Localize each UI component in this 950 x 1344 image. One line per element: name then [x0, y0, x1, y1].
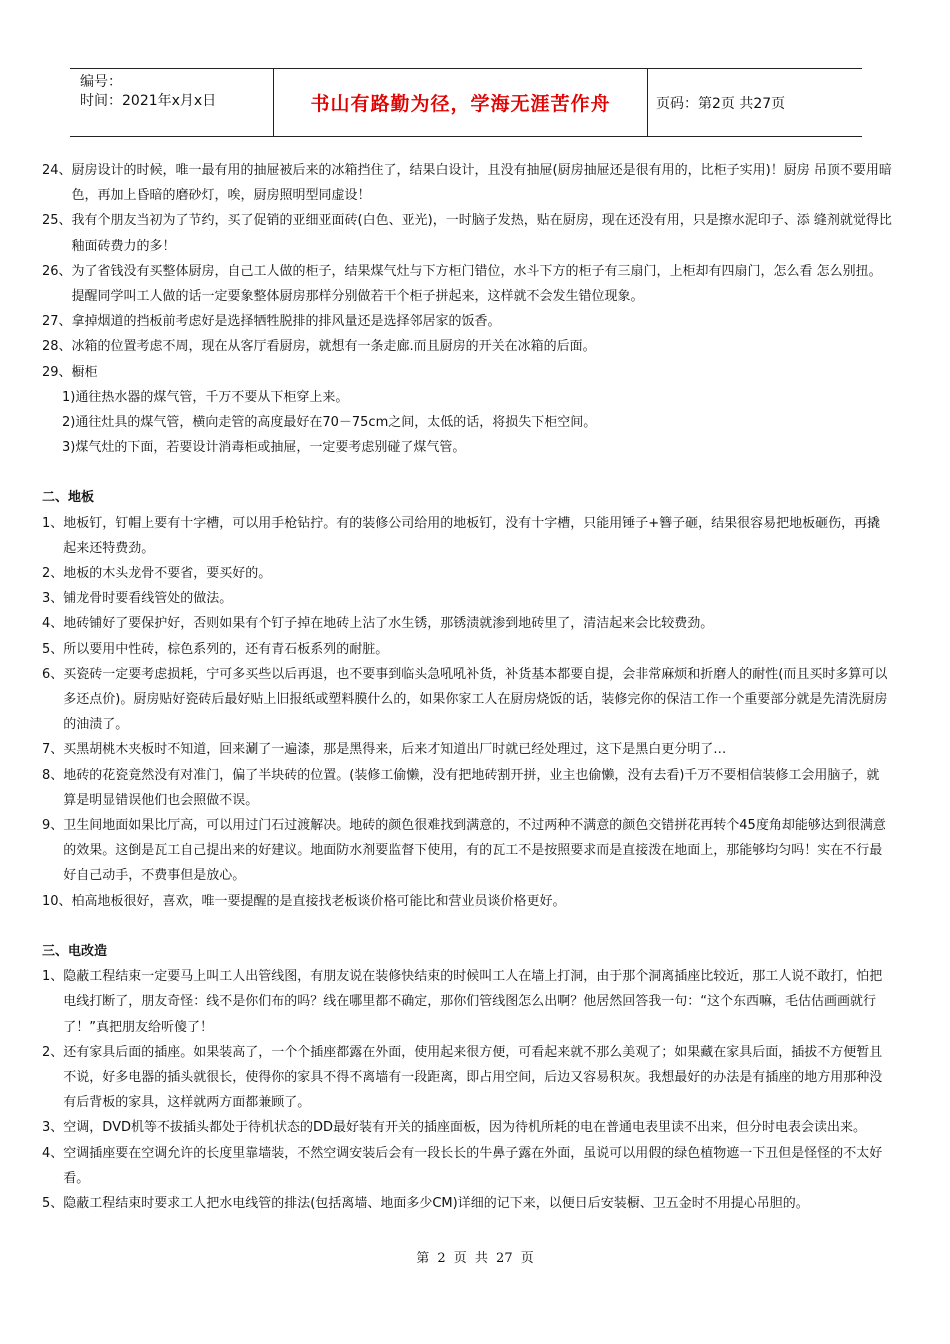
header-motto: 书山有路勤为径，学海无涯苦作舟 [273, 69, 648, 136]
item-number: 6、 [42, 666, 64, 682]
item-text: 铺龙骨时要看线管处的做法。 [63, 591, 233, 607]
item-number: 29、 [42, 364, 72, 380]
list-item [42, 586, 892, 611]
header-left [70, 69, 273, 136]
item-text: 所以要用中性砖，棕色系列的，还有青石板系列的耐脏。 [63, 641, 389, 657]
list-item [42, 561, 892, 586]
list-item [42, 360, 892, 385]
item-number: 5、 [42, 1195, 64, 1211]
item-number: 24、 [42, 163, 72, 178]
item-text: 柏高地板很好，喜欢，唯一要提醒的是直接找老板谈价格可能比和营业员谈价格更好。 [71, 893, 566, 909]
item-number: 9、 [42, 818, 64, 834]
item-number: 1、 [42, 515, 64, 531]
item-number: 8、 [42, 767, 64, 783]
list-item [42, 763, 892, 813]
item-text: 地砖的花瓷竟然没有对准门，偏了半块砖的位置。(装修工偷懒，没有把地砖割开拼，业主也偷懒，没有去看)千万不要相信装修工会用脑子，就算是明显错误他们也会照做不误。 [63, 767, 880, 808]
item-number: 5、 [42, 641, 64, 657]
item-text: 厨房设计的时候，唯一最有用的抽屉被后来的冰箱挡住了，结果白设计，且没有抽屉(厨房抽屉还是很有用的，比柜子实用)！厨房 吊顶不要用暗色，再加上昏暗的磨砂灯，唉，厨房照明型同虚设！ [71, 163, 892, 204]
item-text: 冰箱的位置考虑不周，现在从客厅看厨房，就想有一条走廊.而且厨房的开关在冰箱的后面。 [71, 339, 596, 355]
list-item [42, 511, 892, 561]
page-header [70, 68, 862, 137]
list-item [42, 309, 892, 334]
item-number: 4、 [42, 616, 64, 632]
item-text: 隐蔽工程结束一定要马上叫工人出管线图，有朋友说在装修快结束的时候叫工人在墙上打洞，由于那个洞离插座比较近，那工人说不敢打，怕把电线打断了，朋友奇怪：线不是你们布的吗？线在哪里都不确定，那你们管线图怎么出啊？他居然回答我一句：“这个东西嘛，毛估估画画就行了！”真把朋友给听傻了！ [63, 969, 883, 1035]
item-number: 2、 [42, 566, 64, 582]
item-number: 27、 [42, 314, 72, 330]
page-footer: 第 2 页 共 27 页 [416, 1251, 534, 1266]
item-text: 地板的木头龙骨不要省，要买好的。 [63, 566, 272, 582]
item-number: 4、 [42, 1145, 64, 1161]
list-item [42, 158, 892, 208]
item-text: 地砖铺好了要保护好，否则如果有个钉子掉在地砖上沾了水生锈，那锈渍就渗到地砖里了，清洁起来会比较费劲。 [63, 616, 714, 632]
section-heading-floor: 二、地板 [42, 490, 95, 506]
item-number: 3、 [42, 591, 64, 607]
item-text: 还有家具后面的插座。如果装高了，一个个插座都露在外面，使用起来很方便，可看起来就不那么美观了；如果藏在家具后面，插拔不方便暂且不说，好多电器的插头就很长，使得你的家具不得不离墙有一段距离，即占用空间，后边又容易积灰。我想最好的办法是有插座的地方用那种没有后背板的家具，这样就两方面都兼顾了。 [63, 1044, 883, 1111]
list-item [42, 611, 892, 636]
list-item [42, 1115, 892, 1140]
list-item [42, 662, 892, 738]
list-item [42, 1191, 892, 1216]
item-text: 买黑胡桃木夹板时不知道，回来涮了一遍漆，那是黑得来，后来才知道出厂时就已经处理过，这下是黑白更分明了… [63, 742, 727, 758]
list-item [42, 737, 892, 762]
list-item [42, 813, 892, 889]
item-number: 25、 [42, 213, 72, 229]
item-text: 空调，DVD机等不拔插头都处于待机状态的DD最好装有开关的插座面板，因为待机所耗的电在普通电表里读不出来，但分时电表会读出来。 [63, 1120, 866, 1136]
document-time-label: 时间：2021年x月x日 [80, 93, 217, 109]
item-text: 空调插座要在空调允许的长度里靠墙装，不然空调安装后会有一段长长的牛鼻子露在外面，虽说可以用假的绿色植物遮一下丑但是怪怪的不太好看。 [63, 1145, 883, 1186]
item-number: 7、 [42, 742, 64, 758]
header-page-label: 页码：第2页 共27页 [656, 95, 786, 112]
item-number: 10、 [42, 893, 72, 909]
list-item [42, 637, 892, 662]
list-item [42, 889, 892, 914]
item-text: 橱柜 [71, 364, 98, 380]
document-number-label: 编号： [80, 74, 122, 90]
list-item [42, 1141, 892, 1191]
item-text: 隐蔽工程结束时要求工人把水电线管的排法(包括离墙、地面多少CM)详细的记下来，以便日后安装橱、卫五金时不用提心吊胆的。 [63, 1195, 809, 1211]
item-number: 26、 [42, 263, 72, 279]
item-text: 拿掉烟道的挡板前考虑好是选择牺牲脱排的排风量还是选择邻居家的饭香。 [71, 314, 501, 330]
list-item [42, 259, 892, 309]
list-item [42, 1040, 892, 1116]
item-number: 28、 [42, 339, 72, 355]
item-number: 3、 [42, 1120, 64, 1136]
item-text: 地板钉，钉帽上要有十字槽，可以用手枪钻拧。有的装修公司给用的地板钉，没有十字槽，只能用锤子+簪子砸，结果很容易把地板砸伤，再撬起来还特费劲。 [63, 515, 881, 556]
item-text: 为了省钱没有买整体厨房，自己工人做的柜子，结果煤气灶与下方柜门错位，水斗下方的柜子有三扇门，上柜却有四扇门，怎么看 怎么别扭。提醒同学叫工人做的话一定要象整体厨房那样分别做若干个柜子拼起来，这样就不会发生错位现象。 [71, 263, 882, 305]
list-item [42, 334, 892, 359]
sub-item: 3)煤气灶的下面，若要设计消毒柜或抽屉，一定要考虑别碰了煤气管。 [62, 440, 466, 456]
item-number: 2、 [42, 1044, 64, 1060]
list-item [42, 964, 892, 1040]
list-item [42, 208, 892, 258]
item-text: 我有个朋友当初为了节约，买了促销的亚细亚面砖(白色、亚光)，一时脑子发热，贴在厨房，现在还没有用，只是擦水泥印子、添 缝剂就觉得比釉面砖费力的多！ [71, 213, 892, 254]
item-text: 买瓷砖一定要考虑损耗，宁可多买些以后再退，也不要事到临头急吼吼补货，补货基本都要自提，会非常麻烦和折磨人的耐性(而且买时多算可以多还点价)。厨房贴好瓷砖后最好贴上旧报纸或塑料膜什么的，如果你家工人在厨房烧饭的话，装修完你的保洁工作一个重要部分就是先清洗厨房的油渍了。 [63, 666, 888, 733]
item-number: 1、 [42, 969, 64, 985]
sub-item: 2)通往灶具的煤气管，横向走管的高度最好在70－75cm之间，太低的话，将损失下柜空间。 [62, 415, 597, 431]
item-text: 卫生间地面如果比厅高，可以用过门石过渡解决。地砖的颜色很难找到满意的，不过两种不满意的颜色交错拼花再转个45度角却能够达到很满意的效果。这倒是瓦工自己提出来的好建议。地面防水剂要监督下使用，有的瓦工不是按照要求而是直接泼在地面上，那能够均匀吗！实在不行最好自己动手，不费事但是放心。 [63, 818, 886, 884]
sub-item: 1)通往热水器的煤气管，千万不要从下柜穿上来。 [62, 389, 349, 405]
document-body [42, 158, 892, 1216]
section-heading-electric: 三、电改造 [42, 943, 108, 959]
